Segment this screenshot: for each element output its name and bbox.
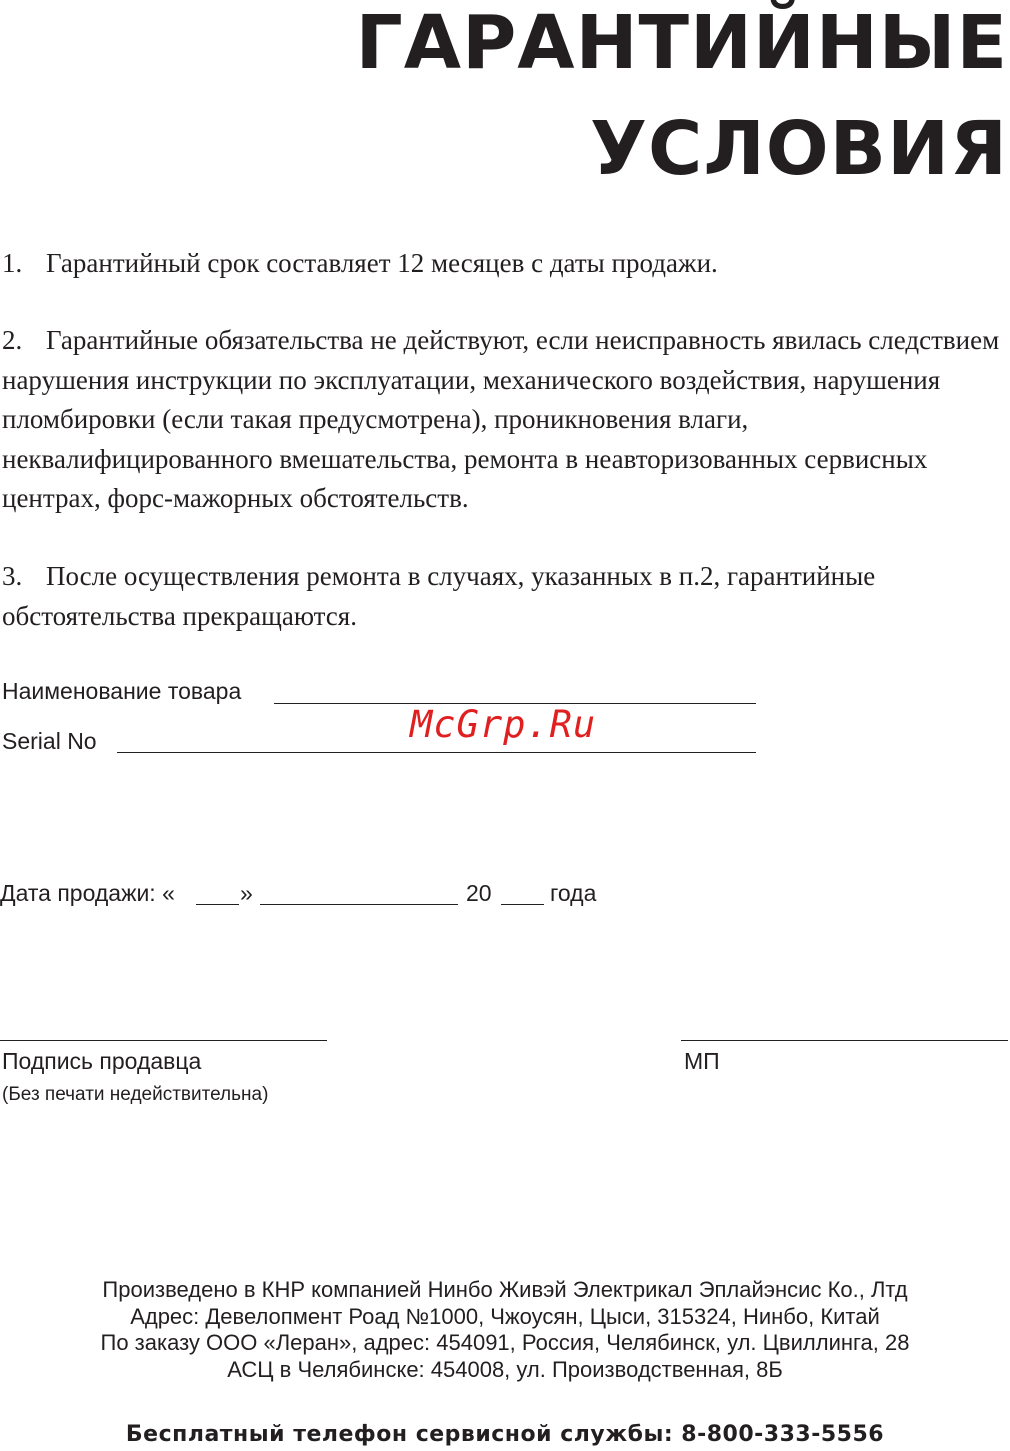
sale-date-quote-close: » [240, 880, 253, 906]
sale-month-line[interactable] [260, 904, 458, 905]
sale-year-line[interactable] [501, 904, 544, 905]
seller-signature-label: Подпись продавца [2, 1048, 202, 1074]
service-hotline: Бесплатный телефон сервисной службы: 8-800-333-5556 [125, 1422, 885, 1447]
stamp-line[interactable] [681, 1040, 1008, 1041]
warranty-term-2 [2, 321, 1002, 519]
footer-line-2: Адрес: Девелопмент Роад №1000, Чжоусян, Цыси, 315324, Нинбо, Китай [130, 1303, 880, 1329]
warranty-term-3 [2, 557, 1002, 636]
term-number: 1. [2, 248, 23, 278]
manufacturer-info [0, 1277, 1010, 1383]
page-title-line-2: УСЛОВИЯ [589, 106, 1008, 192]
footer-line-1: Произведено в КНР компанией Нинбо Живэй Электрикал Эплайэнсис Ко., Лтд [102, 1277, 908, 1302]
sale-date-label: Дата продажи: « [0, 880, 175, 906]
term-text: Гарантийный срок составляет 12 месяцев с даты продажи. [46, 248, 718, 278]
seller-signature-line[interactable] [0, 1040, 327, 1041]
warranty-term-1 [2, 244, 1002, 284]
term-number: 3. [2, 561, 23, 591]
sale-day-line[interactable] [196, 904, 239, 905]
seller-signature-note: (Без печати недействительна) [2, 1084, 269, 1105]
term-number: 2. [2, 325, 23, 355]
serial-line[interactable] [117, 752, 756, 753]
sale-year-prefix: 20 [466, 880, 492, 906]
serial-label: Serial No [2, 728, 97, 754]
page-title-line-1: ГАРАНТИЙНЫЕ [355, 0, 1008, 86]
sale-date-suffix: года [550, 880, 597, 906]
watermark: McGrp.Ru [410, 703, 597, 746]
term-text: После осуществления ремонта в случаях, указанных в п.2, гарантийные обстоятельства прекращаются. [2, 561, 876, 631]
product-name-label: Наименование товара [2, 678, 242, 704]
footer-line-4: АСЦ в Челябинске: 454008, ул. Производственная, 8Б [227, 1356, 783, 1382]
stamp-label: МП [684, 1048, 720, 1074]
footer-line-3: По заказу ООО «Леран», адрес: 454091, Россия, Челябинск, ул. Цвиллинга, 28 [100, 1330, 910, 1355]
term-text: Гарантийные обязательства не действуют, если неисправность явилась следствием нарушения инструкции по эксплуатации, механического воздействия, нарушения пломбировки (если такая предусмотрена), проникновения влаги, неквалифицированного вмешательства, ремонта в неавторизованных сервисных центрах, форс-мажорных обстоятельств. [2, 325, 1000, 513]
